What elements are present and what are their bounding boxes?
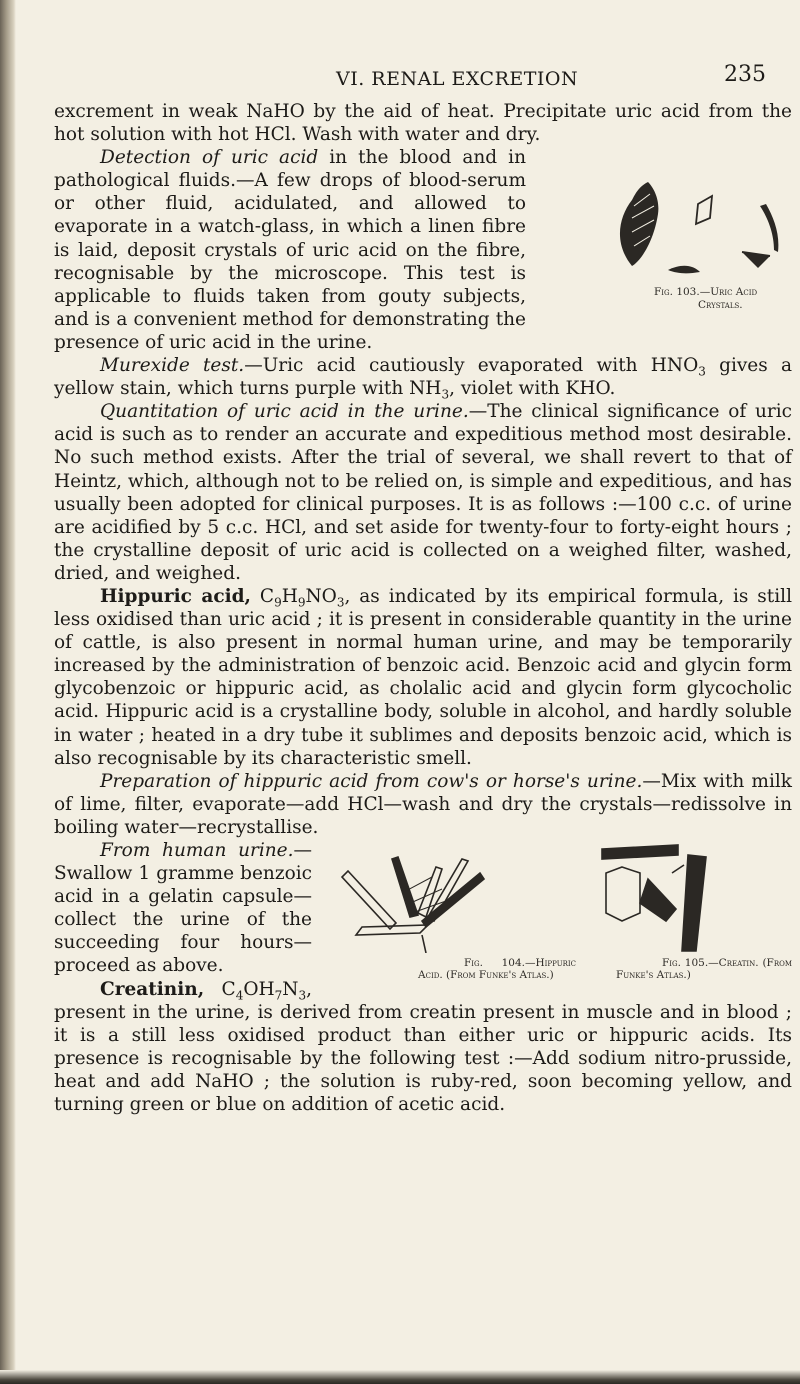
page-bottom-shadow [0,1370,800,1384]
heading-murexide-test: Murexide test. [100,355,245,377]
hippuric-and-creatin-crystals-drawing [322,843,792,953]
paragraph-quantitation: Quantitation of uric acid in the urine.—The clinical significance of uric acid is such as to render an accurate and expeditious method most desirable. No such method exists. After the trial of several, we shall revert to that of Heintz, which, although not to be relied on, is simple and expeditious, and has usually been adopted for clinical purposes. It is as follows :—100 c.c. of urine are acidified by 5 c.c. HCl, and set aside for twenty-four to forty-eight hours ; the crystalline deposit of uric acid is collected on a weighed filter, washed, dried, and weighed. [54,401,793,584]
figure-103-uric-acid-crystals [542,148,792,316]
heading-quantitation: Quantitation of uric acid in the urine. [100,401,469,423]
paragraph-hippuric-acid: Hippuric acid, $C_9H_9NO_3$, as indicated by its empirical formula, is still less oxidised than uric acid ; it is present in considerable quantity in the urine of cattle, is also present in normal human urine, and may be temporarily increased by the administration of benzoic acid. Benzoic acid and glycin form glycobenzoic or hippuric acid, as cholalic acid and glycin form glycocholic acid. Hippuric acid is a crystalline body, soluble in alcohol, and hardly soluble in water ; heated in a dry tube it sublimes and deposits benzoic acid, which is also recognisable by its characteristic smell. [54,585,792,769]
hippuric-acid-crystals [342,857,484,953]
paragraph-creatinin: Creatinin, $C_4OH_7N_3$, present in the urine, is derived from creatin present in muscle and in blood ; it is a still less oxidised product than either uric or hippuric acids. Its presence is recognisable by the following test :—Add sodium nitro-prusside, heat and add NaHO ; the solution is ruby-red, soon becoming yellow, and turning green or blue on addition of acetic acid. [54,978,792,1116]
paragraph-from-human-urine: Fig. 104.—Hippuric Acid. (From Funke's Atlas.) Fig. 105.—Creatin. (From Funke's Atlas.) From human urine.—Swallow 1 gramme benzoic acid in a gelatin capsule—collect the urine of the succeeding four hours—proceed as above. [54,840,792,981]
page-header [0,62,800,98]
crystal-cluster-large [620,182,658,266]
heading-detection-uric-acid: Detection of uric acid [100,147,319,169]
figures-104-105 [322,843,792,983]
heading-creatinin: Creatinin, [100,978,205,1000]
crystal-needle-bottom [668,266,700,274]
figure-104-caption: Fig. 104.—Hippuric Acid. (From Funke's Atlas.) [418,957,576,981]
crystal-spindle-right [760,204,778,252]
figure-103-caption-line2: Crystals. [698,299,743,312]
paragraph-continuation: excrement in weak NaHO by the aid of heat. Precipitate uric acid from the hot solution with hot HCl. Wash with water and dry. [54,101,792,146]
figure-105-caption: Fig. 105.—Creatin. (From Funke's Atlas.) [616,957,792,981]
heading-preparation-hippuric: Preparation of hippuric acid from cow's or horse's urine. [100,770,643,792]
uric-acid-crystals-drawing [588,148,800,288]
figure-103-caption-line1: Fig. 103.—Uric Acid [654,286,758,299]
heading-from-human-urine: From human urine. [100,840,294,861]
crystal-rhomb-small [696,196,712,224]
book-spine-shadow [0,0,16,1384]
creatin-crystals [602,845,706,951]
paragraph-murexide-test: Murexide test.—Uric acid cautiously evaporated with $HNO_3$ gives a yellow stain, which turns purple with $NH_3$, violet with KHO. [54,355,792,402]
page-body [54,100,792,1116]
heading-hippuric-acid: Hippuric acid, [100,585,251,607]
running-head: VI. RENAL EXCRETION [336,68,579,90]
paragraph-detection-uric-acid: Fig. 103.—Uric Acid Crystals. Detection of uric acid in the blood and in pathological fluids.—A few drops of blood-serum or other fluid, acidulated, and allowed to evaporate in a watch-glass, in which a linen fibre is laid, deposit crystals of uric acid on the fibre, recognisable by the microscope. This test is applicable to fluids taken from gouty subjects, and is a convenient method for demonstrating the presence of uric acid in the urine. [54,146,792,354]
paragraph-preparation-hippuric: Preparation of hippuric acid from cow's or horse's urine.—Mix with milk of lime, filter, evaporate—add HCl—wash and dry the crystals—redissolve in boiling water—recrystallise. [54,770,792,838]
page-number: 235 [724,62,766,87]
